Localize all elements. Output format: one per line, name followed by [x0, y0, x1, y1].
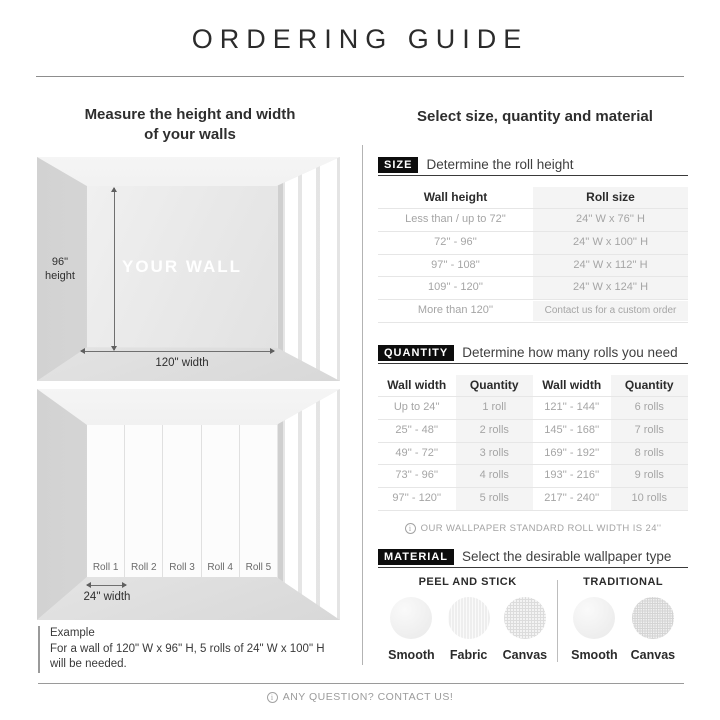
canvas-texture-icon — [632, 597, 674, 639]
room-illustration-rolls — [37, 389, 340, 620]
quantity-table-row — [378, 443, 688, 466]
left-heading-line1: Measure the height and width — [84, 106, 296, 123]
qty-col-wall-width: Wall width — [387, 378, 447, 392]
roll-size-value: 24'' W x 112'' H — [533, 255, 688, 277]
quantity-table-row — [378, 420, 688, 443]
size-col-wall-height: Wall height — [423, 190, 488, 204]
swatch-fabric — [448, 597, 490, 662]
quantity-table-row — [378, 488, 688, 511]
arrow-right-icon — [122, 582, 127, 588]
left-column-heading — [30, 105, 350, 146]
wall-width-value: 73'' - 96'' — [395, 469, 439, 482]
swatch-label: Canvas — [630, 648, 676, 662]
swatch-label: Fabric — [449, 648, 488, 662]
roll-label: Roll 3 — [169, 562, 195, 573]
qty-col-quantity: Quantity — [456, 375, 534, 396]
smooth-texture-icon — [390, 597, 432, 639]
roll-size-value: 24'' W x 76'' H — [533, 209, 688, 231]
wall-width-value: Up to 24'' — [393, 401, 440, 413]
quantity-section-title: Determine how many rolls you need — [462, 345, 678, 360]
right-column-heading: Select size, quantity and material — [417, 108, 653, 125]
quantity-table-header-row — [378, 375, 688, 397]
material-group-name: PEEL AND STICK — [418, 576, 517, 588]
size-table-row — [378, 277, 688, 300]
window-frame — [278, 157, 283, 381]
info-icon: i — [267, 692, 278, 703]
height-value: 96" — [51, 256, 69, 268]
size-table-row — [378, 300, 688, 323]
height-measure-line — [114, 188, 115, 350]
info-icon: i — [405, 523, 416, 534]
quantity-value: 10 rolls — [611, 488, 689, 510]
wall-height-value: More than 120'' — [417, 304, 494, 316]
roll-label: Roll 2 — [131, 562, 157, 573]
roll-label: Roll 1 — [92, 562, 119, 573]
quantity-value: 1 roll — [456, 397, 534, 419]
material-group-traditional — [558, 576, 688, 662]
your-wall-label: YOUR WALL — [122, 256, 242, 276]
example-title: Example — [50, 627, 95, 639]
swatch-smooth — [571, 597, 618, 662]
size-table-header-row — [378, 187, 688, 209]
swatch-canvas — [503, 597, 547, 662]
quantity-value: 2 rolls — [456, 420, 534, 442]
quantity-section-header — [378, 345, 688, 364]
arrow-left-icon — [80, 348, 85, 354]
quantity-value: 3 rolls — [456, 443, 534, 465]
height-word: height — [45, 270, 75, 283]
wall-width-value: 121'' - 144'' — [544, 401, 600, 413]
quantity-table-row — [378, 397, 688, 420]
footer-divider — [38, 683, 684, 684]
swatch-label: Canvas — [502, 648, 548, 662]
example-line2: will be needed. — [50, 658, 127, 671]
wall-height-value: Less than / up to 72'' — [405, 213, 506, 225]
size-badge: SIZE — [378, 157, 418, 173]
roll-strip — [240, 425, 277, 577]
size-table — [378, 187, 688, 323]
roll-strip — [87, 425, 125, 577]
left-heading-line2: of your walls — [144, 126, 236, 144]
quantity-value: 6 rolls — [611, 397, 689, 419]
material-section-header — [378, 549, 688, 568]
roll-width-note-text: OUR WALLPAPER STANDARD ROLL WIDTH IS 24'' — [420, 522, 662, 534]
wall-width-value: 25'' - 48'' — [395, 423, 439, 436]
roll-label: Roll 4 — [207, 562, 233, 573]
wall-width-value: 169'' - 192'' — [544, 446, 600, 459]
roll-strip — [163, 425, 201, 577]
quantity-section — [378, 345, 688, 534]
column-divider — [362, 145, 363, 665]
roll-strip — [202, 425, 240, 577]
window-pane — [302, 157, 316, 381]
swatch-smooth — [388, 597, 435, 662]
example-block — [38, 626, 358, 673]
header-divider — [36, 76, 684, 77]
wall-height-value: 97'' - 108'' — [431, 258, 480, 271]
material-section — [378, 549, 688, 662]
quantity-table-row — [378, 465, 688, 488]
material-badge: MATERIAL — [378, 549, 454, 565]
quantity-value: 7 rolls — [611, 420, 689, 442]
wall-height-value: 72'' - 96'' — [434, 235, 477, 248]
rolls-wall — [87, 425, 277, 577]
window-pane — [320, 389, 337, 620]
roll-size-value: Contact us for a custom order — [533, 301, 688, 322]
roll-label: Roll 5 — [245, 562, 272, 573]
contact-us-text: ANY QUESTION? CONTACT US! — [282, 691, 454, 703]
swatch-canvas — [631, 597, 675, 662]
material-group-peel-and-stick — [378, 576, 557, 662]
wall-width-value: 97'' - 120'' — [392, 492, 442, 504]
size-table-row — [378, 232, 688, 255]
size-table-row — [378, 209, 688, 232]
height-label — [39, 255, 81, 284]
size-section-title: Determine the roll height — [426, 157, 574, 172]
example-line1: For a wall of 120" W x 96" H, 5 rolls of 24" W x 100" H — [50, 642, 325, 655]
arrow-up-icon — [111, 187, 117, 192]
smooth-texture-icon — [573, 597, 615, 639]
swatch-row — [378, 597, 557, 662]
roll-size-value: 24'' W x 124'' H — [533, 277, 688, 299]
wall-width-value: 145'' - 168'' — [544, 423, 600, 436]
qty-col-quantity: Quantity — [611, 375, 689, 396]
page-title: ORDERING GUIDE — [191, 24, 529, 54]
roll-strip — [125, 425, 163, 577]
quantity-value: 8 rolls — [611, 443, 689, 465]
roll-width-note — [378, 523, 688, 534]
width-measure-line — [81, 351, 274, 352]
swatch-row — [558, 597, 688, 662]
quantity-badge: QUANTITY — [378, 345, 454, 361]
quantity-value: 5 rolls — [456, 488, 534, 510]
swatch-label: Smooth — [388, 648, 435, 662]
material-section-title: Select the desirable wallpaper type — [462, 549, 672, 564]
size-section-header — [378, 157, 688, 176]
fabric-texture-icon — [448, 597, 490, 639]
size-col-roll-size: Roll size — [533, 187, 688, 208]
width-label: 120" width — [155, 357, 209, 369]
material-groups — [378, 576, 688, 662]
arrow-left-icon — [86, 582, 91, 588]
swatch-label: Smooth — [571, 648, 618, 662]
roll-size-value: 24'' W x 100'' H — [533, 232, 688, 254]
room-illustration-measure — [37, 157, 340, 381]
contact-us-note — [0, 691, 720, 703]
wall-height-value: 109'' - 120'' — [428, 281, 483, 294]
canvas-texture-icon — [504, 597, 546, 639]
quantity-value: 9 rolls — [611, 465, 689, 487]
window-pane — [285, 157, 297, 381]
your-wall-surface — [87, 186, 277, 347]
size-table-row — [378, 255, 688, 278]
quantity-table — [378, 375, 688, 511]
window-pane — [320, 157, 337, 381]
wall-width-value: 193'' - 216'' — [544, 469, 600, 482]
size-section — [378, 157, 688, 323]
roll-width-label: 24" width — [83, 591, 131, 603]
qty-col-wall-width: Wall width — [542, 378, 602, 392]
wall-width-value: 49'' - 72'' — [395, 446, 439, 459]
wall-width-value: 217'' - 240'' — [544, 492, 600, 504]
window-pane — [302, 389, 316, 620]
material-group-name: TRADITIONAL — [583, 576, 664, 588]
roll-width-measure-line — [87, 585, 126, 586]
quantity-value: 4 rolls — [456, 465, 534, 487]
arrow-right-icon — [270, 348, 275, 354]
